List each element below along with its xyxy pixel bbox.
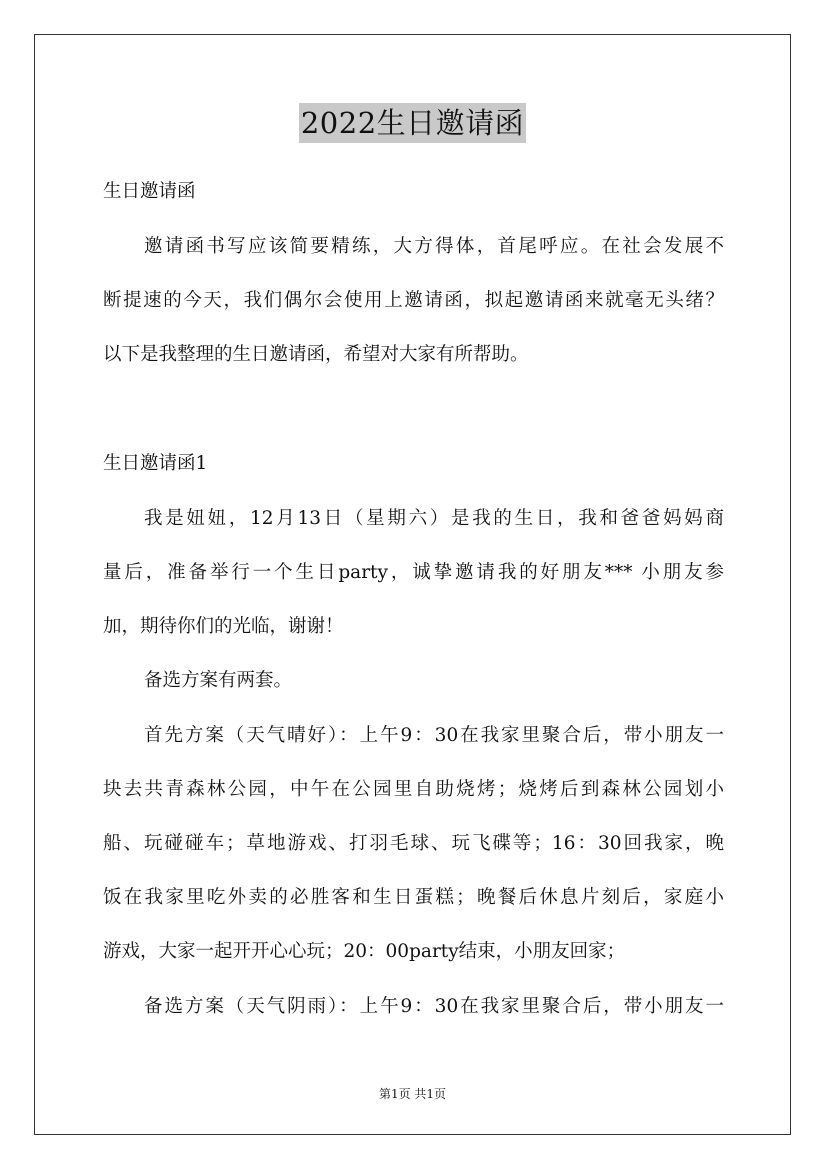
document-page <box>34 34 791 1135</box>
section-heading: 生日邀请函1 <box>103 453 208 474</box>
paragraph-line: 船、玩碰碰车；草地游戏、打羽毛球、玩飞碟等；16：30回我家，晚 <box>103 833 724 854</box>
paragraph-line: 备选方案有两套。 <box>144 670 293 691</box>
intro-line: 以下是我整理的生日邀请函，希望对大家有所帮助。 <box>103 344 529 365</box>
document-title: 2022生日邀请函 <box>299 103 526 143</box>
paragraph-line: 我是妞妞，12月13日（星期六）是我的生日，我和爸爸妈妈商 <box>144 508 724 529</box>
title-container <box>35 103 790 143</box>
paragraph-line: 块去共青森林公园，中午在公园里自助烧烤；烧烤后到森林公园划小 <box>103 779 724 800</box>
paragraph-line: 首先方案（天气晴好）：上午9：30在我家里聚合后，带小朋友一 <box>144 725 724 746</box>
paragraph-line: 备选方案（天气阴雨）：上午9：30在我家里聚合后，带小朋友一 <box>144 996 724 1017</box>
paragraph-line: 游戏，大家一起开开心心玩；20：00party结束，小朋友回家； <box>103 941 626 962</box>
intro-line: 断提速的今天，我们偶尔会使用上邀请函，拟起邀请函来就毫无头绪？ <box>103 290 724 311</box>
intro-line: 邀请函书写应该简要精练，大方得体，首尾呼应。在社会发展不 <box>144 236 724 257</box>
paragraph-line: 加，期待你们的光临，谢谢！ <box>103 616 344 637</box>
paragraph-line: 饭在我家里吃外卖的必胜客和生日蛋糕；晚餐后休息片刻后，家庭小 <box>103 887 724 908</box>
section-heading: 生日邀请函 <box>103 181 196 202</box>
paragraph-line: 量后，准备举行一个生日party，诚挚邀请我的好朋友*** 小朋友参 <box>103 562 724 583</box>
page-footer: 第1页 共1页 <box>378 1087 447 1101</box>
